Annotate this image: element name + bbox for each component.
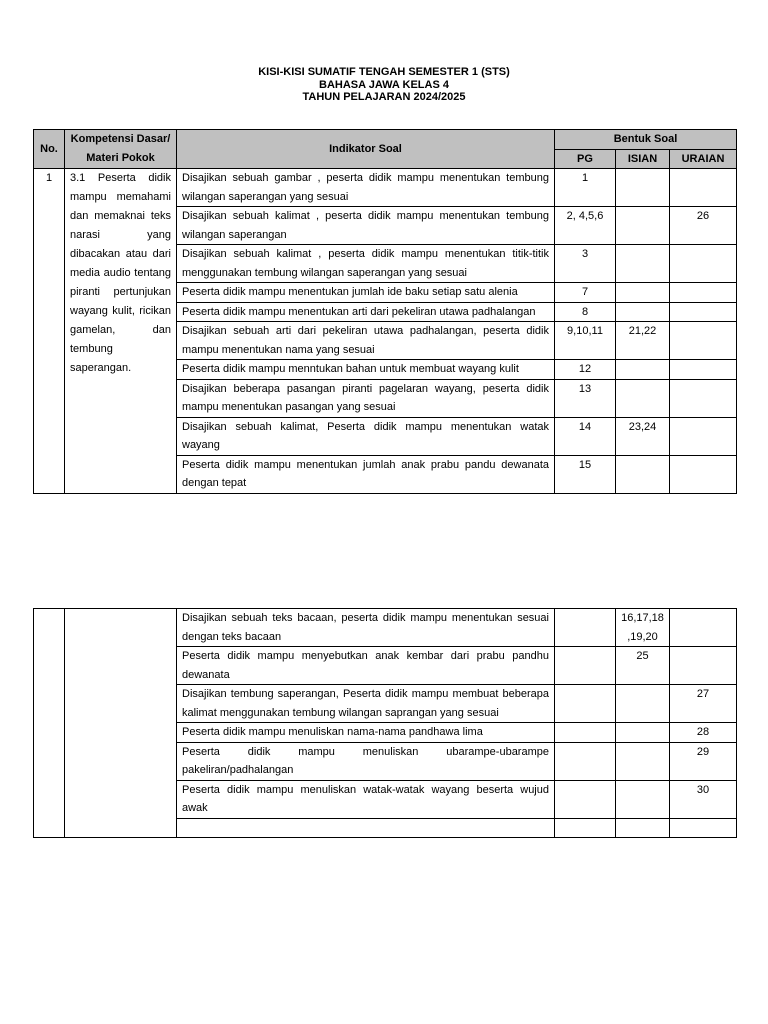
indikator-soal: Peserta didik mampu menuliskan nama-nama pandhawa lima bbox=[177, 723, 555, 743]
header-isian: ISIAN bbox=[616, 149, 670, 169]
uraian-number bbox=[670, 818, 737, 837]
indikator-soal: Peserta didik mampu menuliskan watak-watak wayang beserta wujud awak bbox=[177, 780, 555, 818]
indikator-soal: Peserta didik mampu menyebutkan anak kembar dari prabu pandhu dewanata bbox=[177, 647, 555, 685]
table-row bbox=[34, 169, 737, 207]
pg-number bbox=[555, 685, 616, 723]
row-number: 1 bbox=[34, 169, 65, 494]
header-kompetensi-line1: Kompetensi Dasar/ bbox=[70, 133, 171, 145]
indikator-soal bbox=[177, 818, 555, 837]
isian-number bbox=[616, 360, 670, 380]
isian-number bbox=[616, 818, 670, 837]
uraian-number bbox=[670, 283, 737, 303]
pg-number: 8 bbox=[555, 302, 616, 322]
indikator-soal: Disajikan sebuah arti dari pekeliran utawa padhalangan, peserta didik mampu menentukan nama yang sesuai bbox=[177, 322, 555, 360]
header-no: No. bbox=[34, 130, 65, 169]
kisi-kisi-table-continued bbox=[33, 608, 737, 838]
indikator-soal: Peserta didik mampu menentukan arti dari pekeliran utawa padhalangan bbox=[177, 302, 555, 322]
pg-number: 12 bbox=[555, 360, 616, 380]
uraian-number bbox=[670, 302, 737, 322]
isian-number: 21,22 bbox=[616, 322, 670, 360]
document-year: TAHUN PELAJARAN 2024/2025 bbox=[302, 91, 466, 103]
pg-number: 13 bbox=[555, 379, 616, 417]
indikator-soal: Disajikan sebuah teks bacaan, peserta didik mampu menentukan sesuai dengan teks bacaan bbox=[177, 609, 555, 647]
isian-number bbox=[616, 207, 670, 245]
kompetensi-dasar: 3.1 Peserta didik mampu memahami dan memaknai teks narasi yang dibacakan atau dari media audio tentang piranti pertunjukan wayang kulit, ricikan gamelan, dan tembung saperangan. bbox=[65, 169, 177, 494]
isian-number bbox=[616, 780, 670, 818]
indikator-soal: Disajikan sebuah kalimat , peserta didik mampu menentukan tembung wilangan saperangan bbox=[177, 207, 555, 245]
pg-number bbox=[555, 742, 616, 780]
isian-number bbox=[616, 302, 670, 322]
uraian-number bbox=[670, 322, 737, 360]
uraian-number: 27 bbox=[670, 685, 737, 723]
document-header bbox=[0, 66, 768, 104]
pg-number: 3 bbox=[555, 245, 616, 283]
isian-number bbox=[616, 379, 670, 417]
uraian-number: 26 bbox=[670, 207, 737, 245]
isian-number: 16,17,18 ,19,20 bbox=[616, 609, 670, 647]
uraian-number: 28 bbox=[670, 723, 737, 743]
pg-number: 7 bbox=[555, 283, 616, 303]
pg-number: 1 bbox=[555, 169, 616, 207]
header-kompetensi bbox=[65, 130, 177, 169]
pg-number: 9,10,11 bbox=[555, 322, 616, 360]
uraian-number bbox=[670, 609, 737, 647]
pg-number: 2, 4,5,6 bbox=[555, 207, 616, 245]
isian-number bbox=[616, 742, 670, 780]
uraian-number bbox=[670, 169, 737, 207]
uraian-number bbox=[670, 379, 737, 417]
isian-number bbox=[616, 685, 670, 723]
pg-number bbox=[555, 723, 616, 743]
indikator-soal: Disajikan sebuah kalimat , peserta didik mampu menentukan titik-titik menggunakan tembung wilangan saperangan yang sesuai bbox=[177, 245, 555, 283]
indikator-soal: Disajikan beberapa pasangan piranti pagelaran wayang, peserta didik mampu menentukan pasangan yang sesuai bbox=[177, 379, 555, 417]
header-uraian: URAIAN bbox=[670, 149, 737, 169]
uraian-number bbox=[670, 647, 737, 685]
pg-number bbox=[555, 780, 616, 818]
header-kompetensi-line2: Materi Pokok bbox=[86, 152, 155, 164]
pg-number bbox=[555, 609, 616, 647]
indikator-soal: Peserta didik mampu menuliskan ubarampe-ubarampe pakeliran/padhalangan bbox=[177, 742, 555, 780]
isian-number bbox=[616, 455, 670, 493]
indikator-soal: Disajikan tembung saperangan, Peserta didik mampu membuat beberapa kalimat menggunakan tembung wilangan saprangan yang sesuai bbox=[177, 685, 555, 723]
pg-number: 15 bbox=[555, 455, 616, 493]
header-indikator: Indikator Soal bbox=[177, 130, 555, 169]
isian-number bbox=[616, 283, 670, 303]
indikator-soal: Peserta didik mampu menentukan jumlah anak prabu pandu dewanata dengan tepat bbox=[177, 455, 555, 493]
pg-number bbox=[555, 818, 616, 837]
indikator-soal: Disajikan sebuah kalimat, Peserta didik mampu menentukan watak wayang bbox=[177, 417, 555, 455]
isian-number: 25 bbox=[616, 647, 670, 685]
document-subject: BAHASA JAWA KELAS 4 bbox=[319, 78, 449, 91]
indikator-soal: Peserta didik mampu menentukan jumlah ide baku setiap satu alenia bbox=[177, 283, 555, 303]
uraian-number bbox=[670, 360, 737, 380]
isian-number bbox=[616, 245, 670, 283]
kompetensi-dasar bbox=[65, 609, 177, 838]
isian-number: 23,24 bbox=[616, 417, 670, 455]
indikator-soal: Peserta didik mampu menntukan bahan untuk membuat wayang kulit bbox=[177, 360, 555, 380]
header-bentuk-soal: Bentuk Soal bbox=[555, 130, 737, 150]
row-number bbox=[34, 609, 65, 838]
table-row bbox=[34, 609, 737, 647]
pg-number bbox=[555, 647, 616, 685]
uraian-number: 30 bbox=[670, 780, 737, 818]
uraian-number: 29 bbox=[670, 742, 737, 780]
isian-number bbox=[616, 169, 670, 207]
isian-number bbox=[616, 723, 670, 743]
indikator-soal: Disajikan sebuah gambar , peserta didik mampu menentukan tembung wilangan saperangan yang sesuai bbox=[177, 169, 555, 207]
uraian-number bbox=[670, 417, 737, 455]
header-pg: PG bbox=[555, 149, 616, 169]
uraian-number bbox=[670, 245, 737, 283]
pg-number: 14 bbox=[555, 417, 616, 455]
document-title: KISI-KISI SUMATIF TENGAH SEMESTER 1 (STS) bbox=[258, 66, 510, 78]
uraian-number bbox=[670, 455, 737, 493]
kisi-kisi-table bbox=[33, 129, 737, 494]
